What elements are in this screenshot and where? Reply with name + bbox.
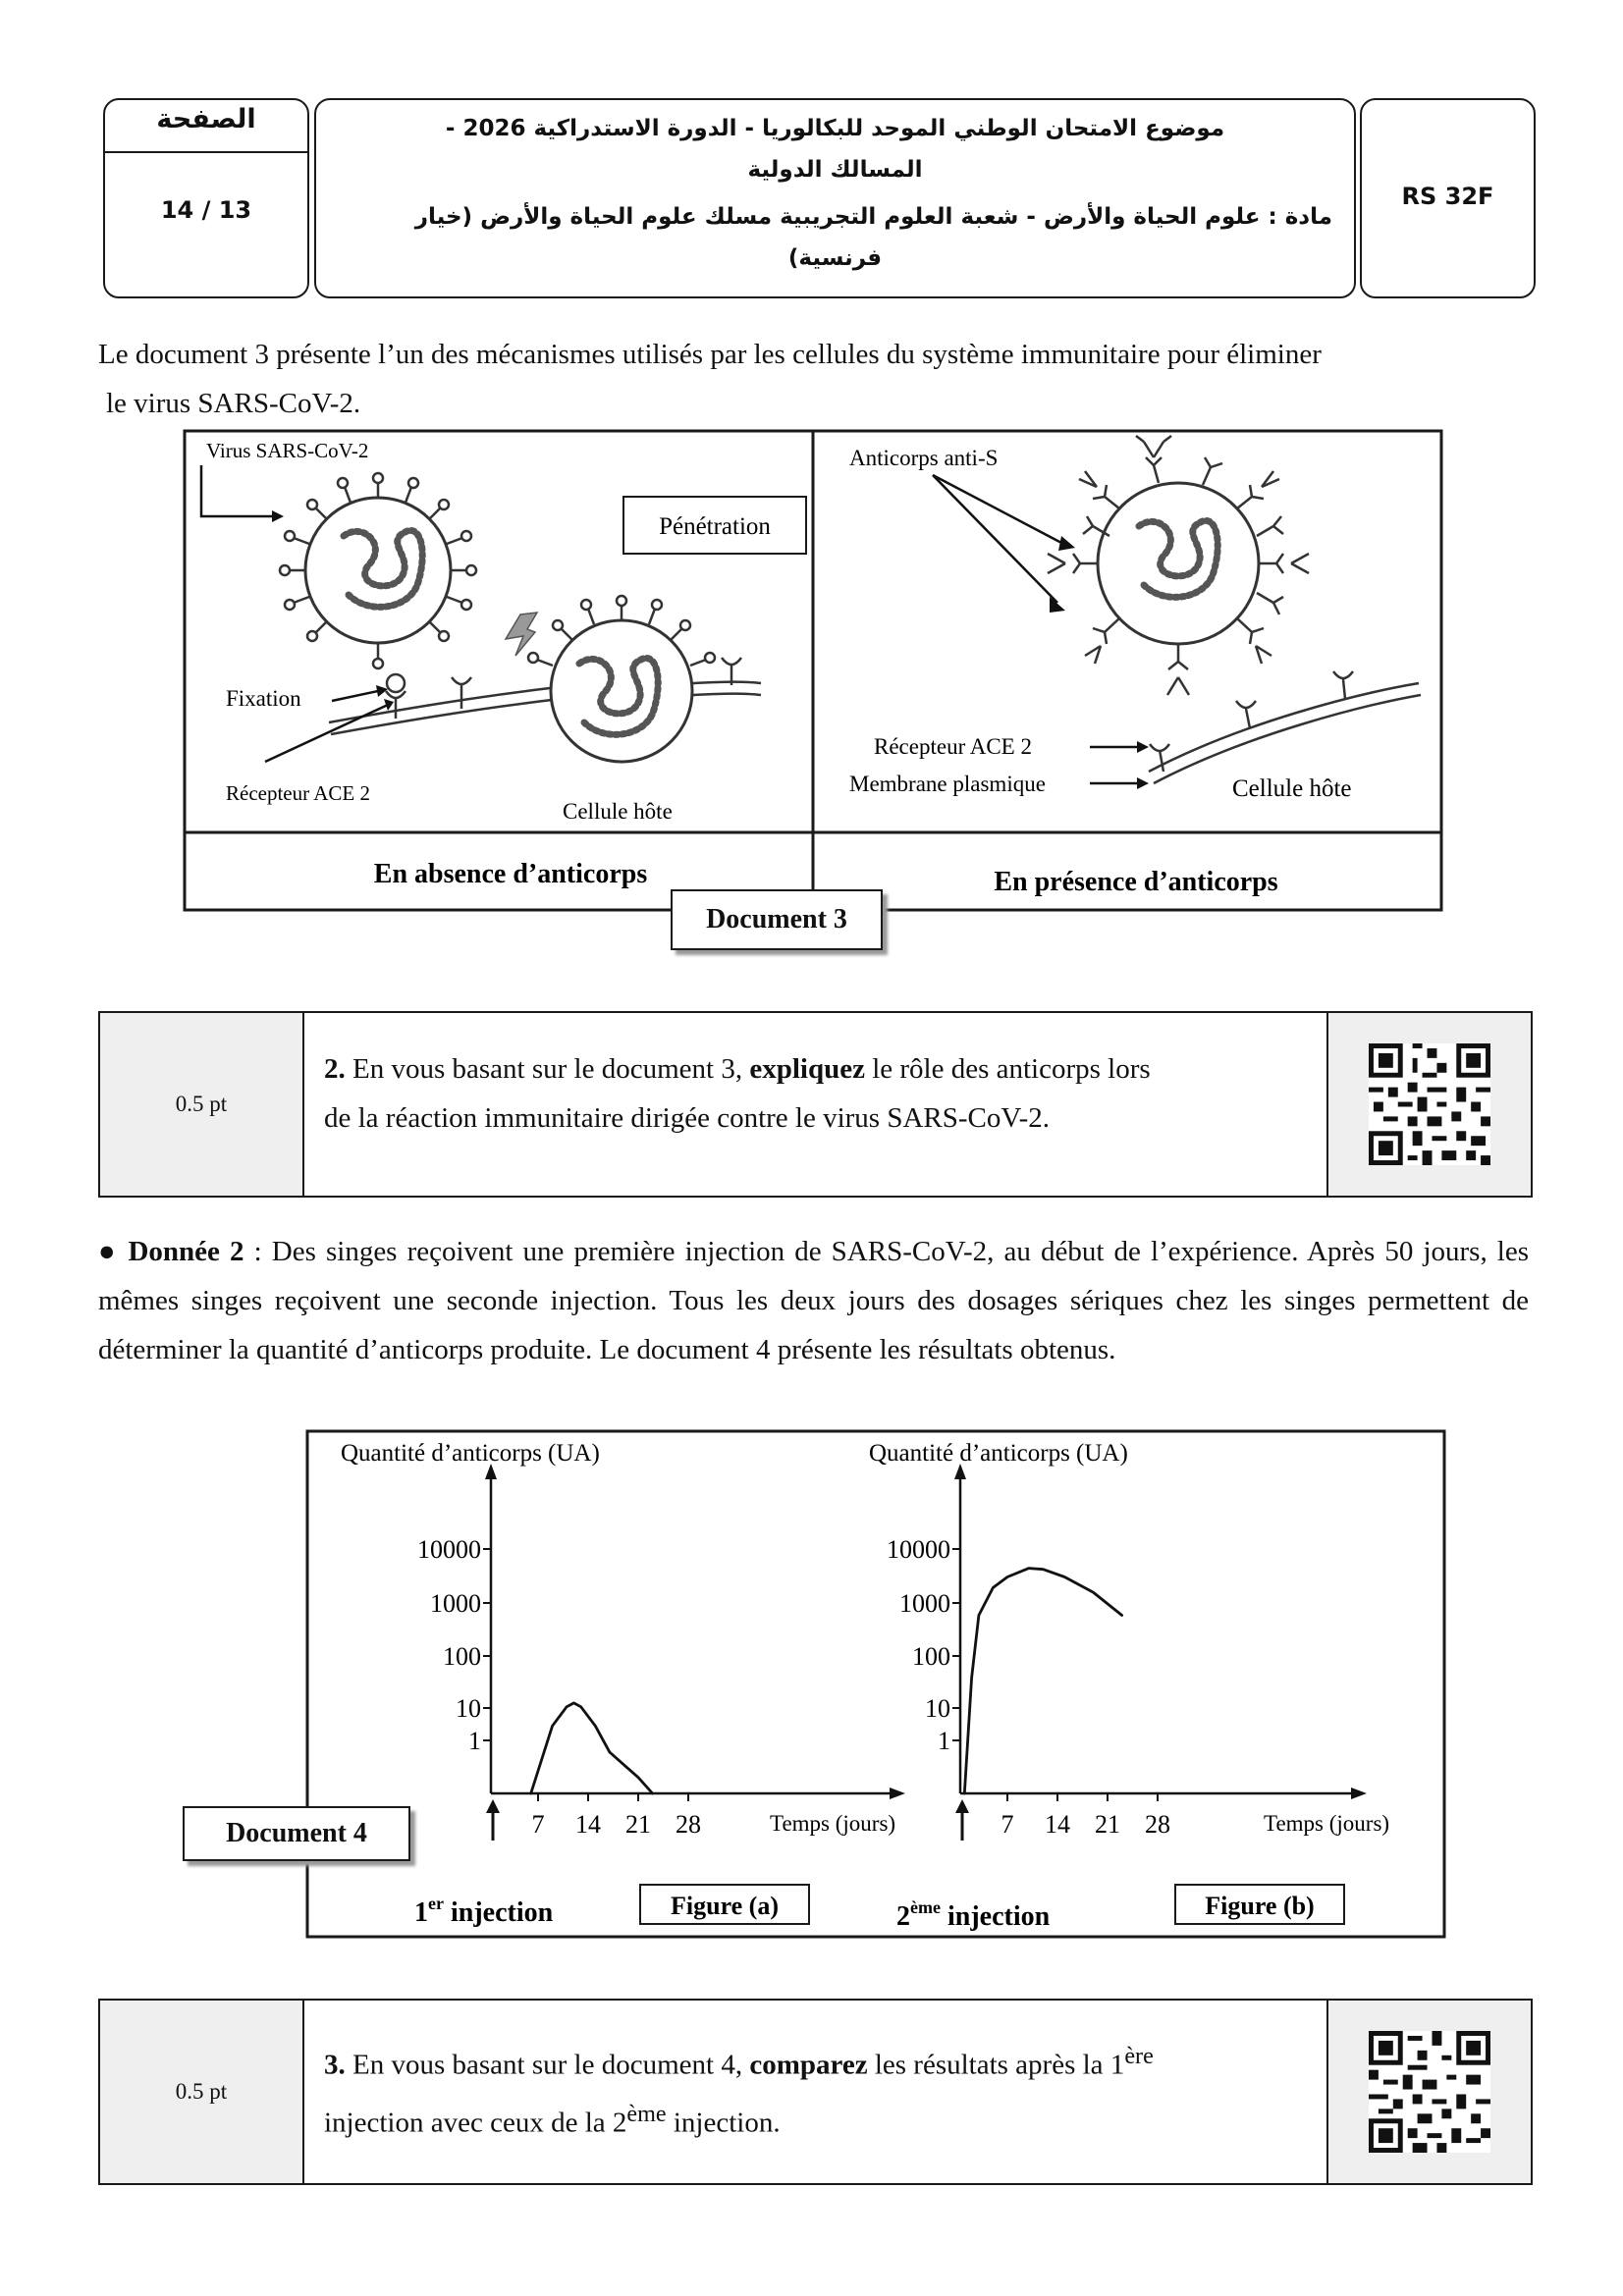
question-3-line-2 (324, 2090, 1384, 2148)
donnee-2-paragraph (98, 1227, 1529, 1374)
antibodies-label: Anticorps anti-S (849, 446, 999, 470)
membrane-label: Membrane plasmique (849, 772, 1046, 796)
intro-line-1: Le document 3 présente l’un des mécanismes utilisés par les cellules du système immunitaire pour éliminer (98, 339, 1322, 370)
page-number: 14 / 13 (160, 196, 252, 224)
question-3-line-2-b: injection. (666, 2107, 781, 2139)
x-tick-label: 28 (676, 1810, 701, 1839)
x-axis-label: Temps (jours) (1264, 1811, 1390, 1836)
question-2-table (98, 1011, 1533, 1198)
intro-line-2: le virus SARS-CoV-2. (106, 388, 361, 419)
y-axis-label: Quantité d’anticorps (UA) (341, 1440, 600, 1467)
question-3-sup-1: ère (1124, 2043, 1154, 2069)
question-3-text-b: les résultats après la 1 (867, 2049, 1125, 2081)
x-tick-label: 7 (1001, 1810, 1014, 1839)
virus-label: Virus SARS-CoV-2 (206, 439, 369, 462)
page-label-divider (105, 151, 307, 153)
y-tick-label: 10000 (417, 1535, 481, 1564)
page-number-box (103, 98, 309, 298)
figure-b-label: Figure (b) (1205, 1892, 1315, 1920)
x-tick-label: 21 (1095, 1810, 1120, 1839)
x-tick-label: 28 (1145, 1810, 1170, 1839)
host-cell-label-left: Cellule hôte (563, 799, 673, 824)
question-3-number: 3. (324, 2049, 346, 2081)
exam-tracks: المسالك الدولية (747, 157, 923, 183)
exam-code-box (1360, 98, 1536, 298)
donnee-2-text: : Des singes reçoivent une première injection de SARS-CoV-2, au début de l’expérience. Après 50 jours, les mêmes singes reçoivent une seconde injection. Tous les deux jours des dosages sériques chez les singes permettent de déterminer la quantité d’anticorps produite. Le document 4 présente les résultats obtenus. (98, 1236, 1530, 1365)
receptor-label-right: Récepteur ACE 2 (874, 734, 1032, 759)
y-tick-label: 10000 (887, 1535, 950, 1564)
question-2-text (324, 1044, 1384, 1143)
question-3-line-2-a: injection avec ceux de la 2 (324, 2107, 627, 2139)
penetration-label: Pénétration (659, 513, 771, 540)
x-tick-label: 7 (531, 1810, 545, 1839)
question-3-text-a: En vous basant sur le document 4, (345, 2049, 750, 2081)
host-cell-label-right: Cellule hôte (1232, 775, 1352, 802)
y-tick-label: 100 (912, 1642, 950, 1671)
question-3-points: 0.5 pt (100, 2001, 304, 2183)
virus-particle (280, 473, 476, 668)
y-tick-label: 1000 (899, 1589, 950, 1618)
page-label: الصفحة (156, 104, 256, 134)
document-4-label: Document 4 (183, 1806, 410, 1861)
question-3-text (324, 2032, 1384, 2147)
qr-code-icon (1369, 1043, 1490, 1165)
exam-code: RS 32F (1401, 183, 1494, 210)
question-2-line-1 (324, 1044, 1384, 1094)
question-2-text-a: En vous basant sur le document 3, (345, 1053, 750, 1085)
receptor-label-left: Récepteur ACE 2 (226, 781, 370, 805)
exam-title: موضوع الامتحان الوطني الموحد للبكالوريا - الدورة الاستدراكية 2026 - (445, 116, 1225, 141)
donnee-2-label: Donnée 2 (128, 1236, 244, 1267)
injection-2-label: 2ème injection (896, 1897, 1051, 1932)
question-2-qr[interactable] (1326, 1013, 1531, 1196)
y-tick-label: 1 (938, 1727, 950, 1755)
exam-title-box (314, 98, 1356, 298)
exam-subject: مادة : علوم الحياة والأرض - شعبة العلوم التجريبية مسلك علوم الحياة والأرض (خيار (414, 204, 1332, 230)
question-2-points: 0.5 pt (100, 1013, 304, 1196)
question-2-text-b: le rôle des anticorps lors (864, 1053, 1151, 1085)
fixation-label: Fixation (226, 686, 301, 711)
y-tick-label: 1000 (430, 1589, 481, 1618)
x-axis-label: Temps (jours) (770, 1811, 896, 1836)
bullet: ● (98, 1236, 119, 1267)
question-2-number: 2. (324, 1053, 346, 1085)
figure-a-label: Figure (a) (671, 1892, 779, 1920)
injection-1-label: 1er injection (414, 1894, 554, 1928)
question-2-line-2: de la réaction immunitaire dirigée contre le virus SARS-CoV-2. (324, 1102, 1051, 1134)
qr-code-icon (1369, 2031, 1490, 2153)
caption-with-antibodies: En présence d’anticorps (994, 867, 1278, 897)
question-3-qr[interactable] (1326, 2001, 1531, 2183)
document-4-figure (304, 1428, 1448, 1944)
exam-subject-option: فرنسية) (787, 245, 883, 271)
question-3-line-1 (324, 2032, 1384, 2090)
intro-paragraph (98, 330, 1529, 428)
y-tick-label: 10 (925, 1694, 950, 1723)
y-axis-label: Quantité d’anticorps (UA) (869, 1440, 1128, 1467)
question-2-keyword: expliquez (749, 1053, 865, 1085)
question-3-sup-2: ème (626, 2100, 667, 2127)
question-3-table (98, 1999, 1533, 2185)
y-tick-label: 100 (443, 1642, 481, 1671)
caption-no-antibodies: En absence d’anticorps (373, 859, 648, 889)
y-tick-label: 1 (468, 1727, 481, 1755)
document-3-figure (182, 428, 1443, 958)
x-tick-label: 14 (575, 1810, 601, 1839)
y-tick-label: 10 (456, 1694, 481, 1723)
document-3-label: Document 3 (671, 889, 883, 950)
x-tick-label: 21 (625, 1810, 651, 1839)
question-3-keyword: comparez (749, 2049, 868, 2081)
x-tick-label: 14 (1045, 1810, 1070, 1839)
